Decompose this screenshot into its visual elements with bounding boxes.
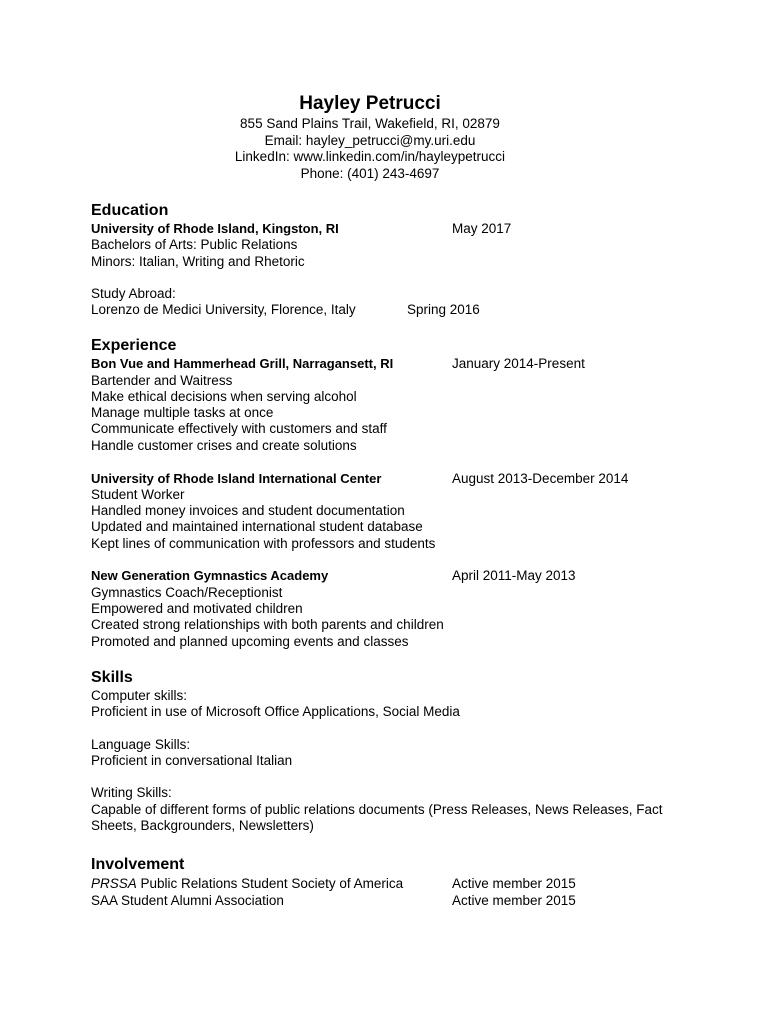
skills-language-label: Language Skills: (91, 737, 191, 752)
study-abroad-school: Lorenzo de Medici University, Florence, Italy (91, 302, 356, 317)
applicant-name: Hayley Petrucci (299, 93, 441, 114)
study-abroad-date: Spring 2016 (407, 302, 480, 317)
job-line: Make ethical decisions when serving alcohol (91, 389, 357, 404)
job-line: Student Worker (91, 487, 185, 502)
job-line: Created strong relationships with both parents and children (91, 617, 444, 632)
involvement-status: Active member 2015 (452, 876, 576, 891)
job-employer: University of Rhode Island International Center (91, 471, 382, 486)
job-line: Gymnastics Coach/Receptionist (91, 585, 283, 600)
address: 855 Sand Plains Trail, Wakefield, RI, 02879 (240, 116, 500, 131)
education-school: University of Rhode Island, Kingston, RI (91, 221, 339, 236)
education-school-date: May 2017 (452, 221, 512, 236)
skills-language-text: Proficient in conversational Italian (91, 753, 293, 768)
involvement-status: Active member 2015 (452, 893, 576, 908)
job-date: January 2014-Present (452, 356, 585, 371)
education-degree: Bachelors of Arts: Public Relations (91, 237, 298, 252)
skills-writing-text: Capable of different forms of public relations documents (Press Releases, News Releases, Fact (91, 802, 663, 817)
skills-writing-label: Writing Skills: (91, 785, 172, 800)
education-minors: Minors: Italian, Writing and Rhetoric (91, 254, 305, 269)
involvement-abbr: SAA (91, 893, 118, 908)
skills-computer-label: Computer skills: (91, 688, 188, 703)
job-line: Bartender and Waitress (91, 373, 233, 388)
section-title-experience: Experience (91, 337, 177, 354)
involvement-abbr: PRSSA (91, 876, 137, 891)
section-title-skills: Skills (91, 669, 133, 686)
job-date: April 2011-May 2013 (452, 568, 576, 583)
involvement-name: Public Relations Student Society of America (136, 876, 404, 891)
involvement-name: Student Alumni Association (117, 893, 284, 908)
job-line: Updated and maintained international student database (91, 519, 423, 534)
job-line: Manage multiple tasks at once (91, 405, 274, 420)
job-employer: Bon Vue and Hammerhead Grill, Narragansett, RI (91, 356, 394, 371)
job-line: Empowered and motivated children (91, 601, 303, 616)
job-line: Kept lines of communication with professors and students (91, 536, 436, 551)
job-line: Promoted and planned upcoming events and classes (91, 634, 409, 649)
skills-writing-text-cont: Sheets, Backgrounders, Newsletters) (91, 818, 314, 833)
study-abroad-label: Study Abroad: (91, 286, 176, 301)
skills-computer-text: Proficient in use of Microsoft Office Applications, Social Media (91, 704, 460, 719)
job-line: Handle customer crises and create solutions (91, 438, 357, 453)
involvement-item (91, 876, 403, 892)
phone: Phone: (401) 243-4697 (300, 165, 440, 181)
job-line: Communicate effectively with customers and staff (91, 421, 387, 436)
section-title-education: Education (91, 202, 169, 219)
job-line: Handled money invoices and student documentation (91, 503, 405, 518)
job-date: August 2013-December 2014 (452, 471, 629, 486)
job-employer: New Generation Gymnastics Academy (91, 568, 329, 583)
resume-header (0, 92, 740, 182)
section-title-involvement: Involvement (91, 856, 185, 873)
involvement-item (91, 893, 284, 909)
linkedin: LinkedIn: www.linkedin.com/in/hayleypetrucci (234, 149, 506, 164)
email: Email: hayley_petrucci@my.uri.edu (264, 132, 476, 148)
